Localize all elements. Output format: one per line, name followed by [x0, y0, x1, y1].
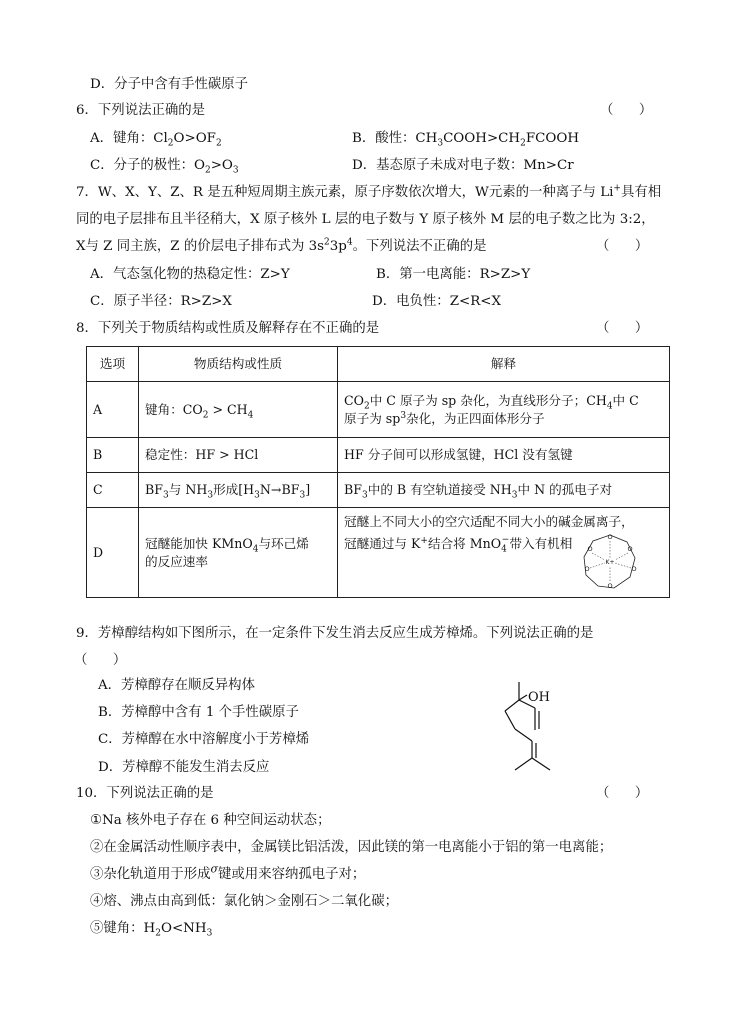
q8-row-d: [87, 508, 670, 598]
q9-option-b: B．芳樟醇中含有 1 个手性碳原子: [98, 705, 299, 720]
linalool-structure-icon: [488, 682, 568, 776]
q8-row-c-explanation: $BF_3$中的 B 有空轨道接受 $NH_3$中 N 的孤电子对: [338, 473, 670, 508]
q8-row-b: [87, 438, 670, 473]
q7-option-b: B．第一电离能：R>Z>Y: [376, 267, 531, 282]
q7-stem-line3: X与 Z 同主族，Z 的价层电子排布式为 $3s^23p^4$。下列说法不正确的是: [76, 237, 487, 254]
q8-header-option: 选项: [87, 347, 139, 382]
mol-oh-label: OH: [528, 690, 550, 705]
crown-ether-structure-icon: [578, 531, 642, 593]
crown-o-2: O: [627, 544, 633, 553]
q9-stem: 9．芳樟醇结构如下图所示，在一定条件下发生消去反应生成芳樟烯。下列说法正确的是: [76, 626, 594, 641]
q8-row-b-property: 稳定性：HF > HCl: [139, 438, 338, 473]
q8-row-c-option: C: [87, 473, 139, 508]
q8-row-a-property: 键角：$CO_2 > CH_4$: [139, 382, 338, 438]
crown-o-6: O: [587, 544, 593, 553]
q8-row-a-option: A: [87, 382, 139, 438]
q8-row-d-property: 冠醚能加快 KMnO$_4$与环己烯 的反应速率: [139, 508, 338, 598]
q8-answer-paren: （ ）: [596, 321, 649, 336]
q7-stem-line2: 同的电子层排布且半径稍大，X 原子核外 L 层的电子数与 Y 原子核外 M 层的电子数之比为 3:2，: [76, 212, 655, 227]
q10-answer-paren: （ ）: [596, 786, 649, 801]
crown-k-ion: K+: [605, 558, 615, 566]
q10-statement-2: ②在金属活动性顺序表中，金属镁比铝活泼，因此镁的第一电离能小于铝的第一电离能；: [90, 840, 613, 855]
q10-statement-1: ①Na 核外电子存在 6 种空间运动状态；: [90, 813, 331, 828]
q8-row-b-explanation: HF 分子间可以形成氢键，HCl 没有氢键: [338, 438, 670, 473]
q6-option-c: C．分子的极性：$O_2>O_3$: [90, 158, 239, 176]
q8-row-b-option: B: [87, 438, 139, 473]
q7-option-a: A．气态氢化物的热稳定性：Z>Y: [90, 267, 290, 282]
q7-option-c: C．原子半径：R>Z>X: [90, 294, 232, 309]
q8-table-header: [87, 347, 670, 382]
q8-header-property: 物质结构或性质: [139, 347, 338, 382]
q7-option-d: D．电负性：Z<R<X: [372, 294, 502, 309]
crown-o-4: O: [607, 581, 613, 590]
q8-table: [86, 346, 670, 598]
crown-o-3: O: [631, 564, 637, 573]
crown-o-1: O: [607, 532, 613, 541]
q8-row-a: [87, 382, 670, 438]
q9-option-d: D．芳樟醇不能发生消去反应: [98, 760, 270, 775]
q9-option-a: A．芳樟醇存在顺反异构体: [98, 678, 255, 693]
q6-option-a: A．键角：$Cl_2O>OF_2$: [90, 131, 222, 149]
q7-stem-line1: 7．W、X、Y、Z、R 是五种短周期主族元素，原子序数依次增大，W元素的一种离子与 Li+具有相: [76, 183, 662, 200]
q10-statement-4: ④熔、沸点由高到低：氯化钠＞金刚石＞二氧化碳；: [90, 894, 398, 909]
q10-statement-3: ③杂化轨道用于形成$^\sigma$键或用来容纳孤电子对；: [90, 862, 366, 882]
q5-option-d: D．分子中含有手性碳原子: [90, 77, 249, 92]
q8-header-explanation: 解释: [338, 347, 670, 382]
q9-option-c: C．芳樟醇在水中溶解度小于芳樟烯: [98, 732, 310, 747]
q6-stem: 6．下列说法正确的是: [76, 103, 206, 118]
q9-answer-paren: （ ）: [74, 653, 127, 668]
q8-row-c-property: $BF_3$与 $NH_3$形成$[H_3N\to BF_3]$: [139, 473, 338, 508]
q6-option-d: D．基态原子未成对电子数：Mn>Cr: [352, 158, 574, 173]
q6-answer-paren: （ ）: [600, 103, 653, 118]
q6-option-b: B．酸性：$CH_3COOH>CH_2FCOOH$: [352, 131, 579, 149]
crown-o-5: O: [584, 564, 590, 573]
q8-row-d-option: D: [87, 508, 139, 598]
q8-row-a-explanation: $CO_2$中 C 原子为 sp 杂化，为直线形分子；$CH_4$中 C 原子为 $sp^3$杂化，为正四面体形分子: [338, 382, 670, 438]
q7-answer-paren: （ ）: [596, 239, 649, 254]
q8-stem: 8．下列关于物质结构或性质及解释存在不正确的是: [76, 321, 380, 336]
q10-statement-5: ⑤键角：$H_2O<NH_3$: [90, 921, 213, 939]
q8-row-d-explanation: 冠醚上不同大小的空穴适配不同大小的碱金属离子， 冠醚通过与 K+结合将 MnO$_4$−带入有机相 O O O O O O K+: [338, 508, 670, 598]
q8-row-c: [87, 473, 670, 508]
q10-stem: 10．下列说法正确的是: [76, 786, 214, 801]
